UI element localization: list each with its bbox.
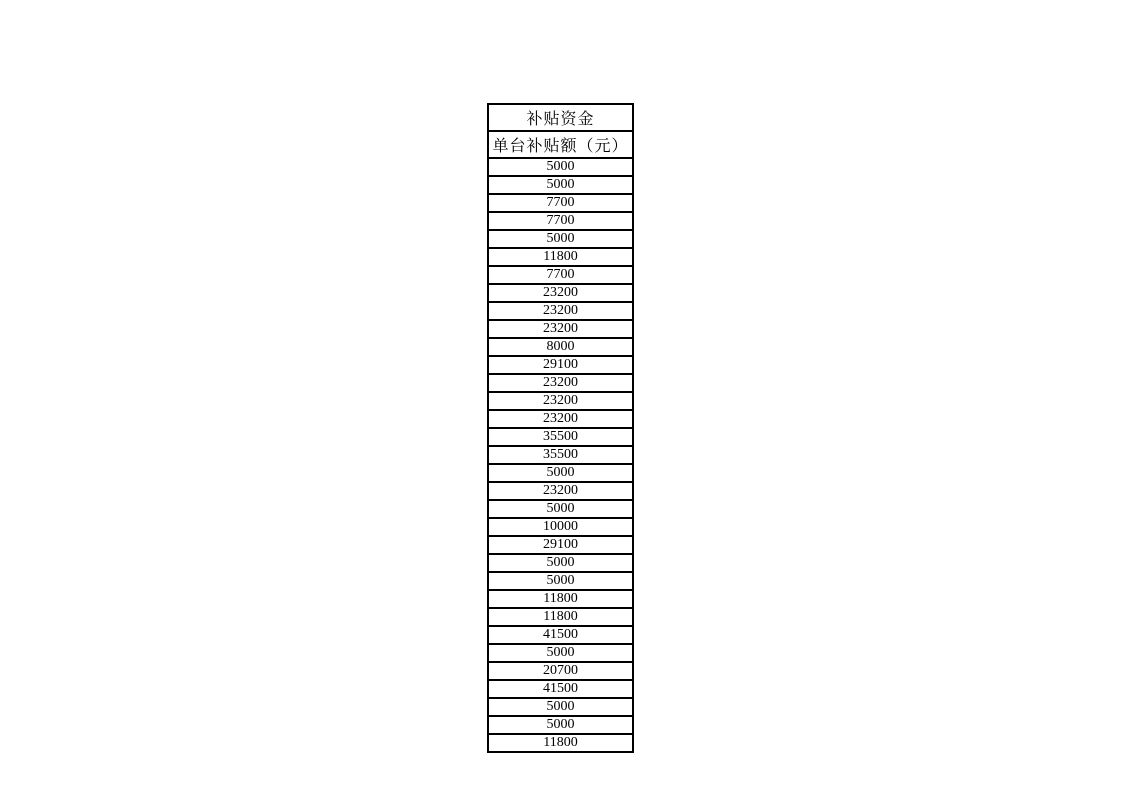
subsidy-amount-cell: 23200 xyxy=(488,302,633,320)
table-row xyxy=(488,356,633,374)
subsidy-amount-cell: 11800 xyxy=(488,590,633,608)
table-row xyxy=(488,428,633,446)
subsidy-amount-cell: 5000 xyxy=(488,176,633,194)
subsidy-amount-cell: 23200 xyxy=(488,374,633,392)
subsidy-amount-cell: 35500 xyxy=(488,446,633,464)
table-row xyxy=(488,698,633,716)
table-row xyxy=(488,734,633,752)
table-row xyxy=(488,212,633,230)
subsidy-amount-cell: 7700 xyxy=(488,212,633,230)
table-row xyxy=(488,644,633,662)
table-row xyxy=(488,554,633,572)
subsidy-amount-cell: 11800 xyxy=(488,248,633,266)
table-row xyxy=(488,500,633,518)
table-row xyxy=(488,284,633,302)
subsidy-amount-cell: 41500 xyxy=(488,680,633,698)
table-row xyxy=(488,518,633,536)
table-row xyxy=(488,392,633,410)
subsidy-table-header xyxy=(488,104,633,158)
subsidy-amount-cell: 35500 xyxy=(488,428,633,446)
subsidy-amount-cell: 5000 xyxy=(488,158,633,176)
subsidy-amount-cell: 41500 xyxy=(488,626,633,644)
subsidy-amount-cell: 11800 xyxy=(488,734,633,752)
subsidy-amount-cell: 23200 xyxy=(488,284,633,302)
table-row xyxy=(488,464,633,482)
subsidy-amount-cell: 7700 xyxy=(488,266,633,284)
table-title-row xyxy=(488,104,633,131)
table-row xyxy=(488,374,633,392)
subsidy-amount-cell: 5000 xyxy=(488,572,633,590)
subsidy-amount-cell: 20700 xyxy=(488,662,633,680)
subsidy-amount-cell: 11800 xyxy=(488,608,633,626)
subsidy-amount-cell: 5000 xyxy=(488,464,633,482)
subsidy-amount-cell: 23200 xyxy=(488,392,633,410)
subsidy-table-body xyxy=(488,158,633,752)
subsidy-amount-cell: 5000 xyxy=(488,230,633,248)
table-row xyxy=(488,302,633,320)
subsidy-amount-cell: 5000 xyxy=(488,644,633,662)
subsidy-amount-cell: 8000 xyxy=(488,338,633,356)
table-row xyxy=(488,662,633,680)
subsidy-amount-cell: 10000 xyxy=(488,518,633,536)
table-row xyxy=(488,410,633,428)
table-row xyxy=(488,158,633,176)
subsidy-amount-cell: 23200 xyxy=(488,482,633,500)
table-row xyxy=(488,248,633,266)
column-header-per-unit-subsidy: 单台补贴额（元） xyxy=(488,131,633,158)
table-row xyxy=(488,194,633,212)
table-row xyxy=(488,608,633,626)
column-header-row xyxy=(488,131,633,158)
subsidy-amount-cell: 7700 xyxy=(488,194,633,212)
table-row xyxy=(488,680,633,698)
table-row xyxy=(488,536,633,554)
table-row xyxy=(488,590,633,608)
table-row xyxy=(488,716,633,734)
subsidy-table xyxy=(487,103,634,753)
subsidy-amount-cell: 23200 xyxy=(488,320,633,338)
table-row xyxy=(488,230,633,248)
table-row xyxy=(488,338,633,356)
table-row xyxy=(488,572,633,590)
subsidy-amount-cell: 5000 xyxy=(488,716,633,734)
table-row xyxy=(488,626,633,644)
table-title: 补贴资金 xyxy=(488,104,633,131)
subsidy-amount-cell: 5000 xyxy=(488,500,633,518)
subsidy-amount-cell: 5000 xyxy=(488,698,633,716)
subsidy-amount-cell: 29100 xyxy=(488,356,633,374)
table-row xyxy=(488,446,633,464)
subsidy-amount-cell: 5000 xyxy=(488,554,633,572)
table-row xyxy=(488,266,633,284)
table-row xyxy=(488,482,633,500)
subsidy-amount-cell: 29100 xyxy=(488,536,633,554)
table-row xyxy=(488,320,633,338)
subsidy-amount-cell: 23200 xyxy=(488,410,633,428)
table-row xyxy=(488,176,633,194)
